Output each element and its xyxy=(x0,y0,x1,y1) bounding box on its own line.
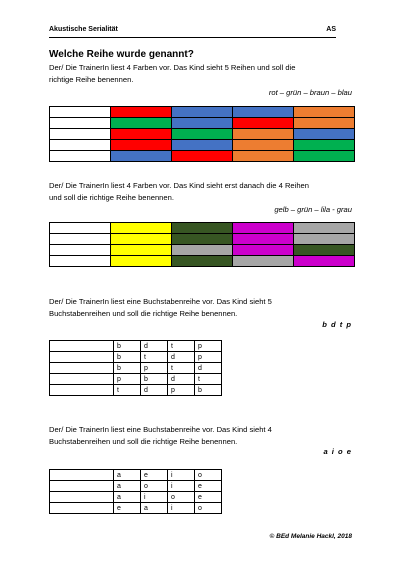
color-cell xyxy=(294,245,355,256)
color-cell xyxy=(233,129,294,140)
letter-cell: i xyxy=(168,481,195,492)
color-row xyxy=(50,223,355,234)
letter-cell: i xyxy=(168,470,195,481)
color-cell xyxy=(172,129,233,140)
color-cell xyxy=(294,140,355,151)
blank-cell xyxy=(50,118,111,129)
color-cell xyxy=(233,234,294,245)
letter-row xyxy=(50,363,222,374)
letter-row xyxy=(50,385,222,396)
letter-cell: d xyxy=(168,352,195,363)
letter-cell: a xyxy=(141,503,168,514)
color-row xyxy=(50,129,355,140)
letter-cell: a xyxy=(114,492,141,503)
color-cell xyxy=(172,256,233,267)
letter-cell: t xyxy=(168,363,195,374)
section1-sequence: rot – grün – braun – blau xyxy=(268,88,352,97)
letter-cell: p xyxy=(168,385,195,396)
color-cell xyxy=(111,118,172,129)
header-code: AS xyxy=(326,26,336,33)
color-cell xyxy=(294,118,355,129)
blank-cell xyxy=(50,470,114,481)
section4-letter-grid xyxy=(49,469,222,514)
blank-cell xyxy=(50,256,111,267)
color-row xyxy=(50,256,355,267)
color-cell xyxy=(111,107,172,118)
color-cell xyxy=(233,256,294,267)
blank-cell xyxy=(50,234,111,245)
letter-row xyxy=(50,341,222,352)
blank-cell xyxy=(50,245,111,256)
section3-letter-grid xyxy=(49,340,222,396)
color-cell xyxy=(233,245,294,256)
section4-instructions: Der/ Die TrainerIn liest eine Buchstabenreihe vor. Das Kind sieht 4 Buchstabenreihen und soll die richtige Reihe benennen. xyxy=(49,425,272,446)
color-row xyxy=(50,140,355,151)
blank-cell xyxy=(50,151,111,162)
blank-cell xyxy=(50,341,114,352)
blank-cell xyxy=(50,492,114,503)
blank-cell xyxy=(50,385,114,396)
color-cell xyxy=(294,151,355,162)
color-cell xyxy=(294,129,355,140)
color-cell xyxy=(233,151,294,162)
color-cell xyxy=(294,256,355,267)
color-cell xyxy=(172,245,233,256)
color-cell xyxy=(172,151,233,162)
color-cell xyxy=(111,223,172,234)
letter-cell: t xyxy=(114,385,141,396)
letter-cell: o xyxy=(195,470,222,481)
letter-row xyxy=(50,470,222,481)
page-title: Welche Reihe wurde genannt? xyxy=(49,49,194,60)
footer-copyright: © BEd Melanie Hackl, 2018 xyxy=(269,533,352,540)
section2-sequence: gelb – grün – lila - grau xyxy=(274,205,352,214)
section1-instructions: Der/ Die TrainerIn liest 4 Farben vor. Das Kind sieht 5 Reihen und soll die richtige Reihe benennen. xyxy=(49,63,296,84)
color-cell xyxy=(233,118,294,129)
color-row xyxy=(50,151,355,162)
color-cell xyxy=(294,107,355,118)
letter-cell: a xyxy=(114,470,141,481)
letter-cell: o xyxy=(168,492,195,503)
blank-cell xyxy=(50,129,111,140)
color-cell xyxy=(233,223,294,234)
letter-cell: t xyxy=(141,352,168,363)
color-cell xyxy=(111,140,172,151)
color-cell xyxy=(111,129,172,140)
color-cell xyxy=(172,140,233,151)
letter-row xyxy=(50,374,222,385)
letter-cell: e xyxy=(195,481,222,492)
letter-cell: e xyxy=(141,470,168,481)
letter-cell: t xyxy=(195,374,222,385)
blank-cell xyxy=(50,223,111,234)
color-cell xyxy=(233,107,294,118)
blank-cell xyxy=(50,107,111,118)
letter-cell: b xyxy=(114,341,141,352)
letter-cell: i xyxy=(168,503,195,514)
color-row xyxy=(50,118,355,129)
letter-row xyxy=(50,481,222,492)
color-cell xyxy=(111,234,172,245)
letter-cell: p xyxy=(195,352,222,363)
section4-sequence: a i o e xyxy=(323,447,352,456)
page-header xyxy=(49,25,336,38)
letter-cell: b xyxy=(114,363,141,374)
color-cell xyxy=(111,151,172,162)
letter-cell: o xyxy=(195,503,222,514)
color-row xyxy=(50,234,355,245)
letter-row xyxy=(50,503,222,514)
letter-cell: e xyxy=(195,492,222,503)
blank-cell xyxy=(50,140,111,151)
letter-cell: i xyxy=(141,492,168,503)
letter-row xyxy=(50,352,222,363)
color-cell xyxy=(172,118,233,129)
color-cell xyxy=(294,223,355,234)
letter-cell: d xyxy=(195,363,222,374)
blank-cell xyxy=(50,481,114,492)
blank-cell xyxy=(50,374,114,385)
letter-cell: p xyxy=(141,363,168,374)
color-cell xyxy=(111,256,172,267)
letter-cell: d xyxy=(141,385,168,396)
section1-color-grid xyxy=(49,106,355,162)
letter-cell: e xyxy=(114,503,141,514)
color-cell xyxy=(172,234,233,245)
section2-instructions: Der/ Die TrainerIn liest 4 Farben vor. Das Kind sieht erst danach die 4 Reihen und soll die richtige Reihe benennen. xyxy=(49,181,310,202)
letter-cell: b xyxy=(114,352,141,363)
letter-cell: o xyxy=(141,481,168,492)
letter-cell: t xyxy=(168,341,195,352)
blank-cell xyxy=(50,352,114,363)
letter-cell: a xyxy=(114,481,141,492)
color-row xyxy=(50,245,355,256)
blank-cell xyxy=(50,503,114,514)
letter-cell: d xyxy=(168,374,195,385)
letter-cell: p xyxy=(195,341,222,352)
section3-sequence: b d t p xyxy=(322,320,352,329)
letter-cell: p xyxy=(114,374,141,385)
color-cell xyxy=(294,234,355,245)
header-title: Akustische Serialität xyxy=(49,26,118,33)
section2-color-grid xyxy=(49,222,355,267)
color-cell xyxy=(172,107,233,118)
letter-cell: d xyxy=(141,341,168,352)
color-row xyxy=(50,107,355,118)
color-cell xyxy=(233,140,294,151)
color-cell xyxy=(111,245,172,256)
letter-cell: b xyxy=(141,374,168,385)
section3-instructions: Der/ Die TrainerIn liest eine Buchstabenreihe vor. Das Kind sieht 5 Buchstabenreihen und soll die richtige Reihe benennen. xyxy=(49,297,272,318)
blank-cell xyxy=(50,363,114,374)
letter-cell: b xyxy=(195,385,222,396)
color-cell xyxy=(172,223,233,234)
letter-row xyxy=(50,492,222,503)
